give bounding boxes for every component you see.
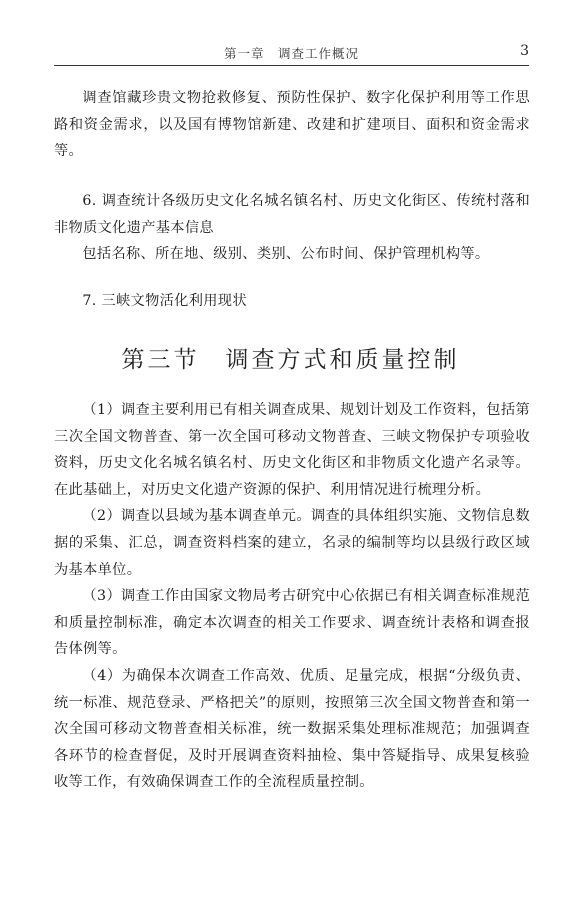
section-title: 第三节 调查方式和质量控制	[121, 347, 460, 373]
item-6-block	[54, 188, 530, 268]
running-header	[54, 43, 529, 66]
paragraph-2: （2）调查以县域为基本调查单元。调查的具体组织实施、文物信息数据的采集、汇总，调查资料档案的建立，名录的编制等均以县级行政区域为基本单位。	[54, 508, 530, 578]
section-body	[54, 397, 530, 796]
paragraph-4: （4）为确保本次调查工作高效、优质、足量完成，根据“分级负责、统一标准、规范登录、严格把关”的原则，按照第三次全国文物普查和第一次全国可移动文物普查相关标准，统一数据采集处理标准规范；加强调查各环节的检查督促，及时开展调查资料抽检、集中答疑指导、成果复核验收等工作，有效确保调查工作的全流程质量控制。	[54, 667, 530, 791]
page-number: 3	[520, 43, 529, 59]
item-7-heading: 7. 三峡文物活化利用现状	[82, 293, 247, 309]
item-6-body: 包括名称、所在地、级别、类别、公布时间、保护管理机构等。	[82, 246, 490, 263]
paragraph-1: （1）调查主要利用已有相关调查成果、规划计划及工作资料，包括第三次全国文物普查、第一次全国可移动文物普查、三峡文物保护专项验收资料，历史文化名城名镇名村、历史文化街区和非物质文化遗产名录等。在此基础上，对历史文化遗产资源的保护、利用情况进行梳理分析。	[54, 402, 530, 498]
running-title: 第一章 调查工作概况	[223, 46, 359, 61]
intro-block	[54, 85, 530, 165]
paragraph-3: （3）调查工作由国家文物局考古研究中心依据已有相关调查标准规范和质量控制标准，确定本次调查的相关工作要求、调查统计表格和调查报告体例等。	[54, 588, 530, 658]
item-7-block	[54, 288, 530, 315]
paragraph-intro: 调查馆藏珍贵文物抢救修复、预防性保护、数字化保护利用等工作思路和资金需求，以及国有博物馆新建、改建和扩建项目、面积和资金需求等。	[54, 90, 530, 160]
item-6-heading: 6. 调查统计各级历史文化名城名镇名村、历史文化街区、传统村落和非物质文化遗产基本信息	[54, 193, 530, 236]
